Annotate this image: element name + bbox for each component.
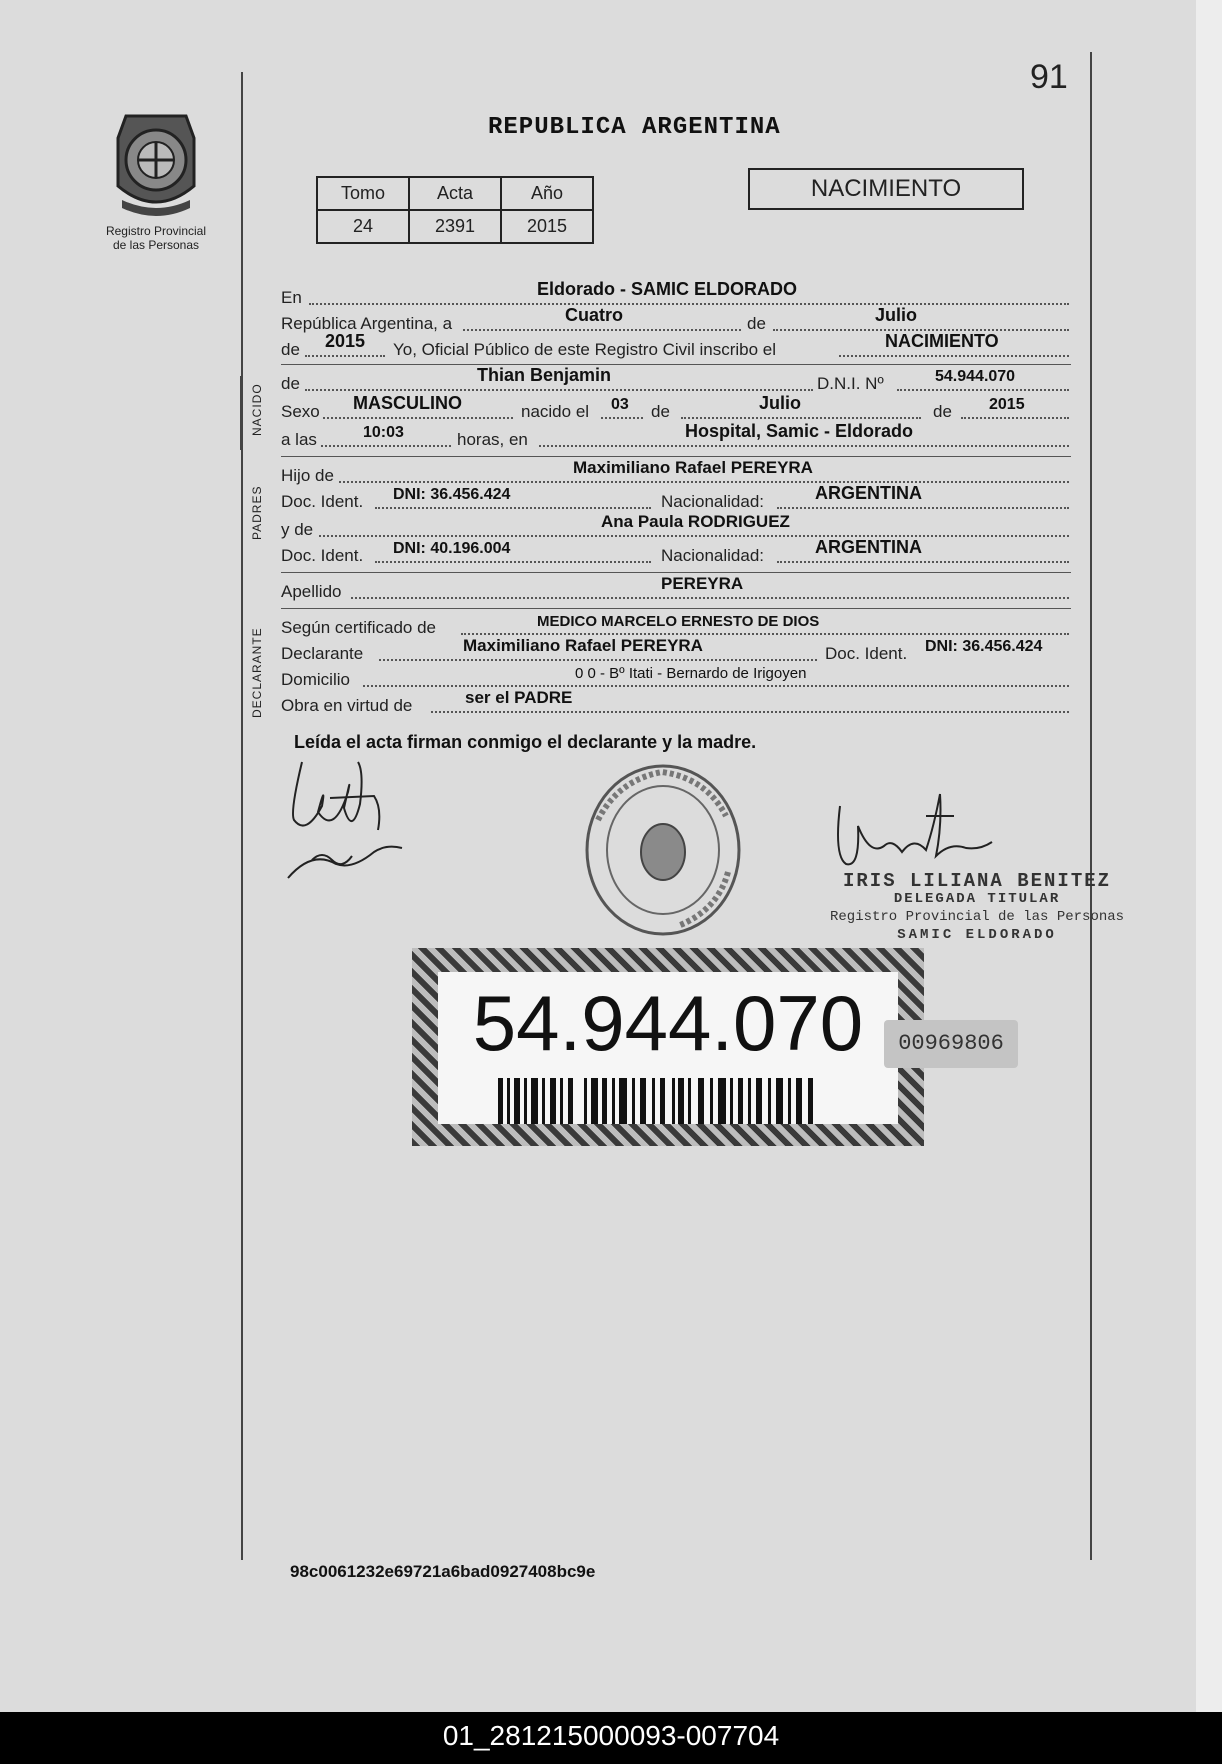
dotted-line <box>319 535 1069 537</box>
value-padre-doc: DNI: 36.456.424 <box>393 486 511 503</box>
value-madre: Ana Paula RODRIGUEZ <box>601 512 790 531</box>
value-declarante-doc: DNI: 36.456.424 <box>925 638 1043 655</box>
closing-statement: Leída el acta firman conmigo el declarante y la madre. <box>294 732 757 752</box>
field-row-domicilio <box>281 665 1069 690</box>
label-doc-ident: Doc. Ident. <box>281 492 364 511</box>
label-a-las: a las <box>281 430 317 449</box>
value-dia: Cuatro <box>565 305 623 325</box>
registry-header-anio: Año <box>501 177 593 210</box>
value-nacido-anio: 2015 <box>989 396 1025 413</box>
value-hora: 10:03 <box>363 424 404 441</box>
nacido-bracket <box>240 376 242 450</box>
value-dni: 54.944.070 <box>935 368 1016 385</box>
page-edge <box>1196 0 1222 1712</box>
dotted-line <box>461 633 1069 635</box>
dotted-line <box>339 481 1069 483</box>
registry-header-tomo: Tomo <box>317 177 409 210</box>
value-inscribo: NACIMIENTO <box>885 331 999 351</box>
label-apellido: Apellido <box>281 582 342 601</box>
dotted-line <box>601 417 643 419</box>
dotted-line <box>323 417 513 419</box>
value-lugar: Hospital, Samic - Eldorado <box>685 421 914 441</box>
value-madre-doc: DNI: 40.196.004 <box>393 540 511 557</box>
dotted-line <box>777 507 1069 509</box>
label-y-de: y de <box>281 520 314 539</box>
label-sexo: Sexo <box>281 402 320 421</box>
provincial-seal-logo <box>108 108 204 226</box>
field-row-certificado <box>281 613 1069 638</box>
dotted-line <box>463 329 741 331</box>
label-domicilio: Domicilio <box>281 670 350 689</box>
field-row-hora-lugar <box>281 421 1069 450</box>
value-padre-nac: ARGENTINA <box>815 483 922 503</box>
value-anio: 2015 <box>325 331 366 351</box>
registrar-role: DELEGADA TITULAR <box>893 891 1061 907</box>
registry-value-acta: 2391 <box>409 210 501 243</box>
declarant-signature <box>282 752 412 884</box>
label-nombre-de: de <box>281 374 300 393</box>
field-row-declarante <box>281 636 1069 664</box>
dotted-line <box>839 355 1069 357</box>
registry-table <box>316 176 594 244</box>
field-row-sexo-nacimiento <box>281 393 1069 422</box>
dotted-line <box>309 303 1069 305</box>
dotted-line <box>363 685 1069 687</box>
field-row-en <box>281 279 1069 308</box>
side-label-nacido: NACIDO <box>250 383 264 436</box>
logo-caption-line1: Registro Provincial <box>105 224 207 238</box>
field-row-madre <box>281 512 1069 540</box>
dotted-line <box>681 417 921 419</box>
dni-security-sticker <box>412 948 924 1146</box>
dotted-line <box>897 389 1069 391</box>
dotted-line <box>379 659 817 661</box>
section-divider <box>281 608 1071 609</box>
value-nacido-mes: Julio <box>759 393 802 413</box>
field-row-madre-doc <box>281 537 1069 566</box>
label-de-anio-nac: de <box>933 402 952 421</box>
value-mes: Julio <box>875 305 918 325</box>
field-row-nombre <box>281 365 1069 394</box>
value-domicilio: 0 0 - Bº Itati - Bernardo de Irigoyen <box>575 665 807 682</box>
registry-header-acta: Acta <box>409 177 501 210</box>
document-type-box: NACIMIENTO <box>748 168 1024 210</box>
label-nacionalidad-madre: Nacionalidad: <box>661 546 765 565</box>
label-de-anio: de <box>281 340 300 359</box>
dotted-line <box>351 597 1069 599</box>
dotted-line <box>321 445 451 447</box>
value-nacido-dia: 03 <box>611 396 629 413</box>
label-declarante: Declarante <box>281 644 364 663</box>
value-en: Eldorado - SAMIC ELDORADO <box>537 279 797 299</box>
value-sexo: MASCULINO <box>353 393 462 413</box>
document-title: REPUBLICA ARGENTINA <box>488 114 781 141</box>
scan-footer-id: 01_281215000093-007704 <box>442 1720 780 1751</box>
dotted-line <box>431 711 1069 713</box>
registry-header-row <box>317 177 593 210</box>
label-nacionalidad: Nacionalidad: <box>661 492 765 511</box>
dotted-line <box>375 507 651 509</box>
registrar-signature-block <box>830 872 1124 944</box>
section-divider <box>281 456 1071 457</box>
value-padre: Maximiliano Rafael PEREYRA <box>573 458 813 477</box>
label-obra: Obra en virtud de <box>281 696 413 715</box>
section-divider <box>281 364 1071 365</box>
field-row-apellido <box>281 574 1069 602</box>
label-dni: D.N.I. Nº <box>817 374 884 393</box>
dotted-line <box>777 561 1069 563</box>
label-republica: República Argentina, a <box>281 314 453 333</box>
field-row-anio-inscribo <box>281 331 1069 360</box>
field-row-obra <box>281 688 1069 716</box>
registrar-signature <box>830 786 1010 876</box>
dotted-line <box>305 389 813 391</box>
registry-value-anio: 2015 <box>501 210 593 243</box>
official-stamp <box>578 760 748 940</box>
document-hash: 98c0061232e69721a6bad0927408bc9e <box>290 1562 596 1581</box>
logo-caption <box>86 224 226 252</box>
label-horas-en: horas, en <box>457 430 528 449</box>
label-declarante-doc: Doc. Ident. <box>825 644 908 663</box>
side-label-padres: PADRES <box>250 485 264 540</box>
value-obra: ser el PADRE <box>465 688 573 707</box>
value-nombre: Thian Benjamin <box>477 365 612 385</box>
value-apellido: PEREYRA <box>661 574 744 593</box>
label-hijo-de: Hijo de <box>281 466 334 485</box>
barcode <box>498 1078 818 1124</box>
dotted-line <box>961 417 1069 419</box>
label-segun: Según certificado de <box>281 618 436 637</box>
sticker-panel <box>438 972 898 1124</box>
label-en: En <box>281 288 302 307</box>
logo-caption-line2: de las Personas <box>112 238 200 252</box>
dotted-line <box>375 561 651 563</box>
label-nacido: nacido el <box>521 402 590 421</box>
dotted-line <box>305 355 385 357</box>
registrar-office: Registro Provincial de las Personas <box>830 909 1125 925</box>
registry-value-tomo: 24 <box>317 210 409 243</box>
sticker-dni-number: 54.944.070 <box>472 979 864 1067</box>
value-madre-nac: ARGENTINA <box>815 537 922 557</box>
label-doc-ident-madre: Doc. Ident. <box>281 546 364 565</box>
registry-value-row <box>317 210 593 243</box>
section-divider <box>281 572 1071 573</box>
right-margin-line <box>1090 52 1092 1560</box>
left-margin-line <box>241 72 243 1560</box>
registrar-location: SAMIC ELDORADO <box>897 927 1057 943</box>
side-label-declarante: DECLARANTE <box>250 627 264 718</box>
registrar-name: IRIS LILIANA BENITEZ <box>843 870 1112 892</box>
value-certificado: MEDICO MARCELO ERNESTO DE DIOS <box>537 613 820 630</box>
page-number: 91 <box>1030 58 1068 96</box>
sticker-serial: 00969806 <box>884 1020 1018 1068</box>
dotted-line <box>539 445 1069 447</box>
value-declarante: Maximiliano Rafael PEREYRA <box>463 636 703 655</box>
field-row-padre <box>281 458 1069 486</box>
label-de-mes: de <box>651 402 670 421</box>
label-oficial: Yo, Oficial Público de este Registro Civil inscribo el <box>393 340 776 359</box>
field-row-padre-doc <box>281 483 1069 512</box>
label-de: de <box>747 314 766 333</box>
